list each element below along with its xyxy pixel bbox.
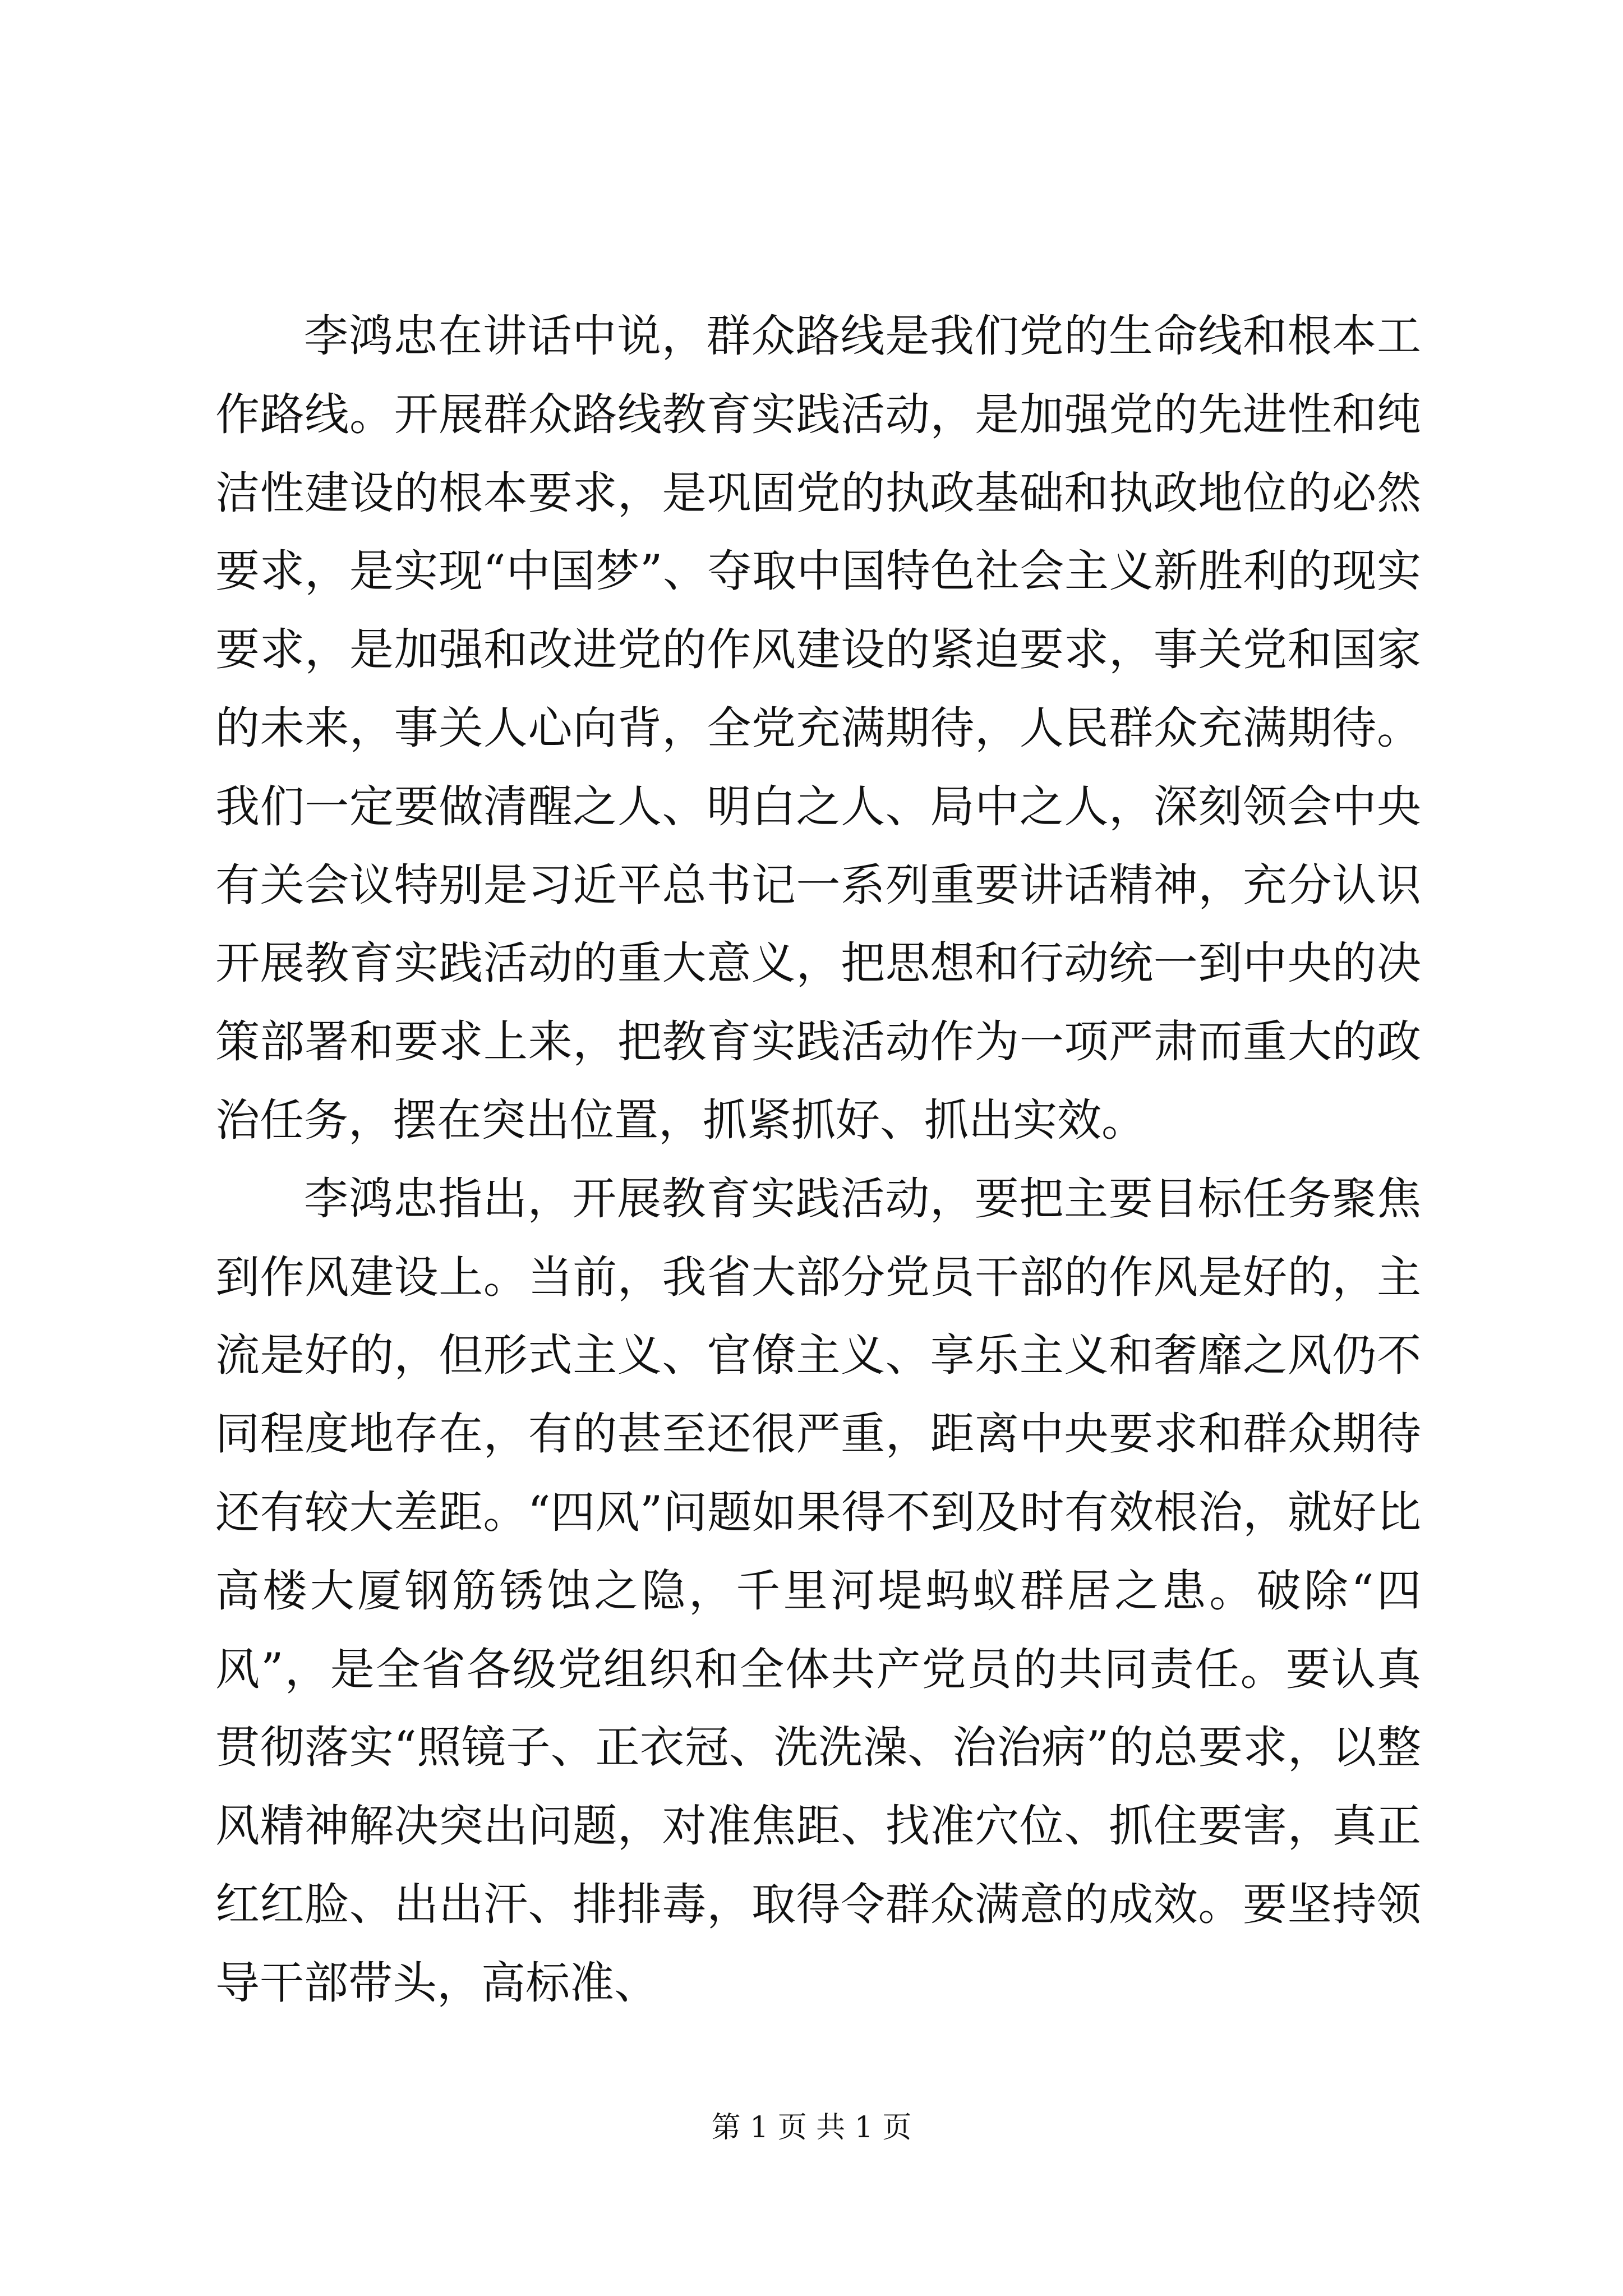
paragraph-2: 李鸿忠指出，开展教育实践活动，要把主要目标任务聚焦到作风建设上。当前，我省大部分党员干部的作风是好的，主流是好的，但形式主义、官僚主义、享乐主义和奢靡之风仍不同程度地存在，有的甚至还很严重，距离中央要求和群众期待还有较大差距。“四风”问题如果得不到及时有效根治，就好比高楼大厦钢筋锈蚀之隐，千里河堤蚂蚁群居之患。破除“四风”，是全省各级党组织和全体共产党员的共同责任。要认真贯彻落实“照镜子、正衣冠、洗洗澡、治治病”的总要求，以整风精神解决突出问题，对准焦距、找准穴位、抓住要害，真正红红脸、出出汗、排排毒，取得令群众满意的成效。要坚持领导干部带头，高标准、 (215, 1172, 1421, 2009)
page-number-footer: 第 1 页 共 1 页 (711, 2111, 912, 2145)
paragraph-1: 李鸿忠在讲话中说，群众路线是我们党的生命线和根本工作路线。开展群众路线教育实践活动，是加强党的先进性和纯洁性建设的根本要求，是巩固党的执政基础和执政地位的必然要求，是实现“中国梦”、夺取中国特色社会主义新胜利的现实要求，是加强和改进党的作风建设的紧迫要求，事关党和国家的未来，事关人心向背，全党充满期待，人民群众充满期待。我们一定要做清醒之人、明白之人、局中之人，深刻领会中央有关会议特别是习近平总书记一系列重要讲话精神，充分认识开展教育实践活动的重大意义，把思想和行动统一到中央的决策部署和要求上来，把教育实践活动作为一项严肃而重大的政治任务，摆在突出位置，抓紧抓好、抓出实效。 (215, 310, 1421, 1146)
document-body (215, 297, 1421, 2023)
